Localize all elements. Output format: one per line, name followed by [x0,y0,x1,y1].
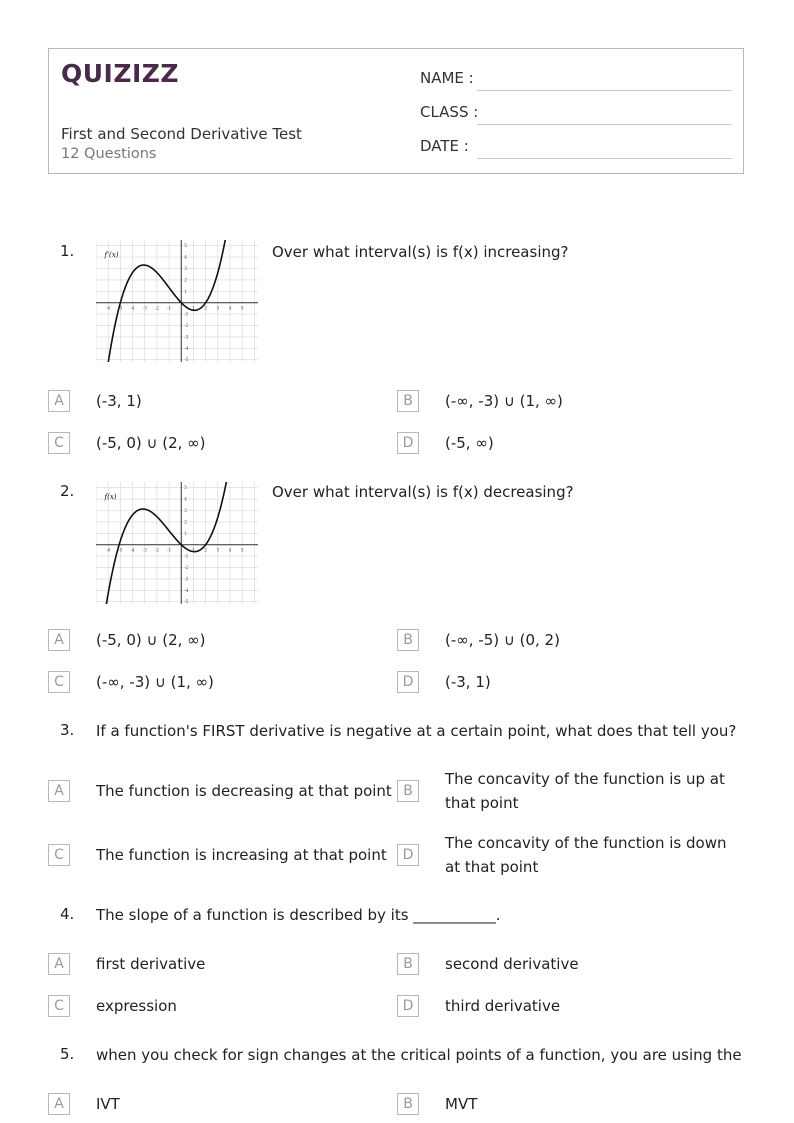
y-tick-label: -4 [184,587,189,593]
option-text[interactable]: second derivative [445,955,579,973]
option-letter[interactable]: D [397,844,419,866]
function-curve [108,240,225,362]
y-tick-label: -3 [184,576,189,582]
y-tick-label: -5 [184,599,189,604]
name-line [477,90,732,91]
date-field[interactable] [420,137,732,161]
x-tick-label: -2 [154,547,159,553]
option-text[interactable]: (-5, 0) ∪ (2, ∞) [96,434,206,452]
option-text[interactable]: The concavity of the function is down at that point [445,834,727,876]
x-tick-label: 1 [192,305,195,311]
y-tick-label: -1 [184,311,189,317]
question-text: The slope of a function is described by its ___________. [96,906,501,924]
y-tick-label: -4 [184,345,189,351]
x-tick-label: -1 [167,305,172,311]
graph-label: f(x) [104,493,117,502]
option-letter[interactable]: C [48,844,70,866]
class-field[interactable] [420,103,732,127]
x-tick-label: -5 [118,547,123,553]
y-tick-label: 5 [184,485,187,491]
option-text[interactable]: (-3, 1) [445,673,491,691]
option-letter[interactable]: D [397,671,419,693]
x-tick-label: -3 [142,547,147,553]
option-letter[interactable]: B [397,1093,419,1115]
option-text[interactable]: third derivative [445,997,561,1015]
option-letter[interactable]: B [397,953,419,975]
option-letter[interactable]: A [48,1093,70,1115]
option-text[interactable]: expression [96,997,177,1015]
y-tick-label: 4 [184,254,187,260]
y-tick-label: 2 [184,277,187,283]
x-tick-label: 4 [228,547,232,553]
option-text[interactable]: The function is decreasing at that point [96,782,392,800]
y-tick-label: 5 [184,243,187,249]
y-tick-label: 1 [184,530,187,536]
y-tick-label: 1 [184,288,187,294]
option-text[interactable]: (-∞, -3) ∪ (1, ∞) [96,673,214,691]
x-tick-label: -4 [130,305,135,311]
option-text[interactable]: (-∞, -3) ∪ (1, ∞) [445,392,563,410]
x-tick-label: -1 [167,547,172,553]
question-number: 5. [60,1045,75,1063]
x-tick-label: 5 [240,547,244,553]
x-tick-label: 1 [192,547,195,553]
x-tick-label: 4 [228,305,232,311]
option-letter[interactable]: C [48,995,70,1017]
x-tick-label: 3 [216,547,220,553]
date-line [477,158,732,159]
option-letter[interactable]: A [48,629,70,651]
option-letter[interactable]: B [397,629,419,651]
option-text[interactable]: MVT [445,1095,478,1113]
option-letter[interactable]: A [48,390,70,412]
question-count: 12 Questions [61,146,157,162]
y-tick-label: 3 [184,266,187,272]
option-text[interactable]: first derivative [96,955,206,973]
x-tick-label: -6 [106,547,111,553]
y-tick-label: 2 [184,519,187,525]
x-tick-label: -4 [130,547,135,553]
option-text[interactable]: (-5, ∞) [445,434,494,452]
question-text: Over what interval(s) is f(x) increasing? [272,243,569,261]
graph-label: f'(x) [104,251,119,260]
x-tick-label: 2 [204,305,207,311]
question-text: Over what interval(s) is f(x) decreasing? [272,483,574,501]
y-tick-label: -1 [184,553,189,559]
option-text[interactable]: (-3, 1) [96,392,142,410]
option-letter[interactable]: C [48,671,70,693]
derivative-graph [96,240,258,362]
question-text: If a function's FIRST derivative is negative at a certain point, what does that tell you? [96,722,737,740]
x-tick-label: 5 [240,305,244,311]
name-field[interactable] [420,69,732,93]
x-tick-label: 2 [204,547,207,553]
y-tick-label: -2 [184,323,189,329]
x-tick-label: -5 [118,305,123,311]
function-curve [106,482,226,604]
y-tick-label: -2 [184,565,189,571]
y-tick-label: -5 [184,357,189,362]
worksheet-header [48,48,744,174]
name-label: NAME : [420,69,474,87]
x-tick-label: -3 [142,305,147,311]
option-letter[interactable]: A [48,953,70,975]
option-letter[interactable]: B [397,390,419,412]
option-letter[interactable]: D [397,432,419,454]
x-tick-label: 3 [216,305,220,311]
question-text: when you check for sign changes at the critical points of a function, you are using the [96,1046,742,1064]
x-tick-label: -6 [106,305,111,311]
question-number: 2. [60,482,75,500]
y-tick-label: -3 [184,334,189,340]
option-letter[interactable]: C [48,432,70,454]
option-text[interactable]: The concavity of the function is up at that point [445,770,725,812]
date-label: DATE : [420,137,469,155]
option-letter[interactable]: B [397,780,419,802]
question-number: 1. [60,242,75,260]
option-text[interactable]: IVT [96,1095,120,1113]
quiz-title: First and Second Derivative Test [61,125,302,143]
y-tick-label: 4 [184,496,187,502]
y-tick-label: 3 [184,508,187,514]
class-label: CLASS : [420,103,479,121]
x-tick-label: -2 [154,305,159,311]
option-text[interactable]: (-5, 0) ∪ (2, ∞) [96,631,206,649]
question-number: 3. [60,721,75,739]
class-line [477,124,732,125]
option-text[interactable]: The function is increasing at that point [96,846,387,864]
option-letter[interactable]: D [397,995,419,1017]
quizizz-logo: QUIZIZZ [61,59,180,88]
option-letter[interactable]: A [48,780,70,802]
question-number: 4. [60,905,75,923]
option-text[interactable]: (-∞, -5) ∪ (0, 2) [445,631,560,649]
function-graph [96,482,258,604]
